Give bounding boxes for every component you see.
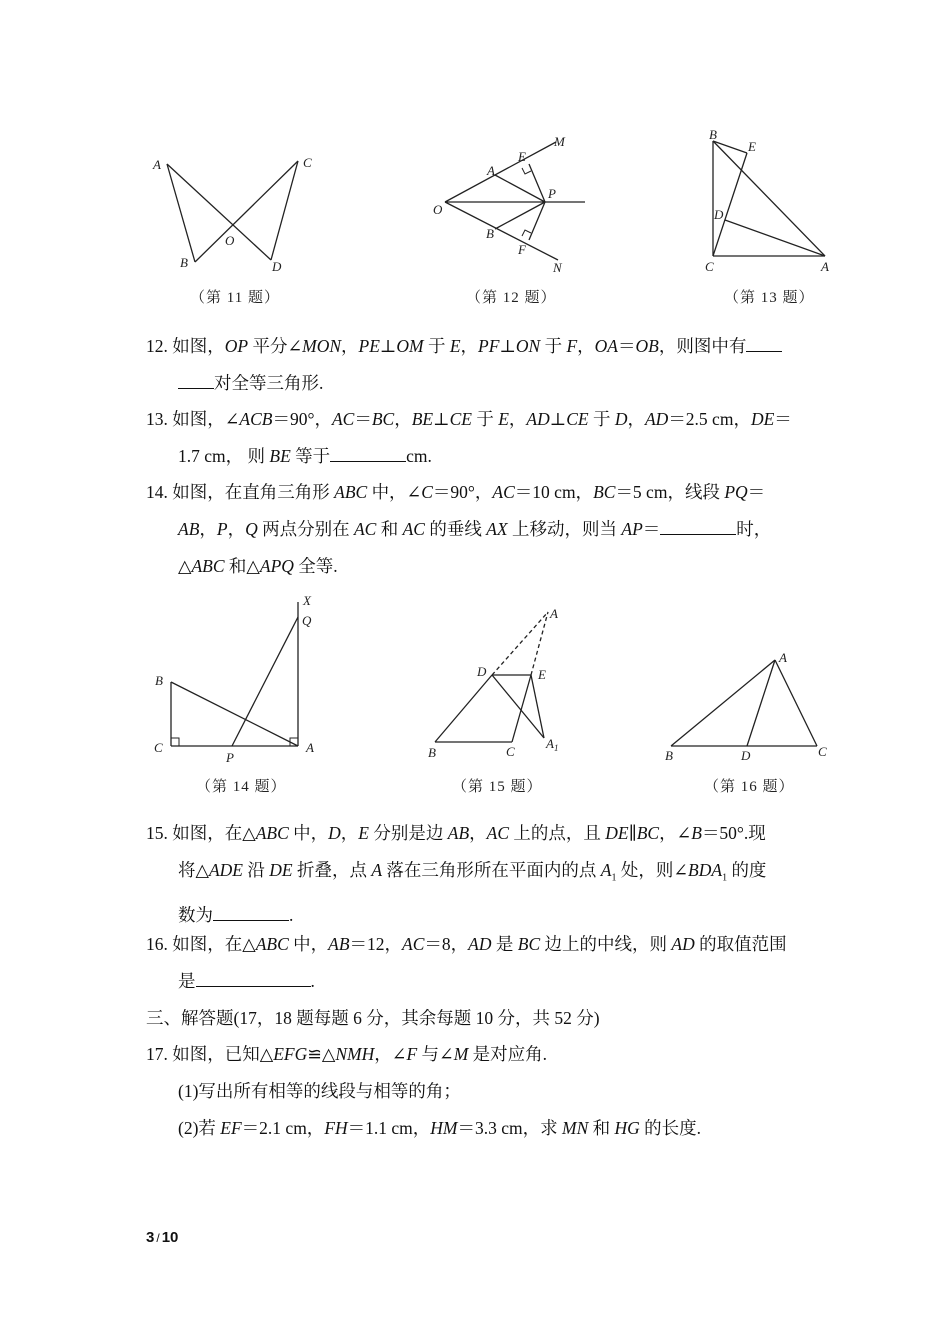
point-label: P <box>548 186 556 201</box>
point-label: B <box>709 127 717 142</box>
question-13: 13. 如图，∠ACB＝90°，AC＝BC，BE⊥CE 于 E，AD⊥CE 于 D，AD＝2.5 cm，DE＝ 1.7 cm， 则 BE 等于 cm. <box>146 409 792 466</box>
answer-blank[interactable] <box>196 968 311 987</box>
answer-blank-cont[interactable] <box>178 370 214 389</box>
point-label: A <box>779 650 787 665</box>
figure-12-diagram <box>430 130 590 278</box>
question-14: 14. 如图，在直角三角形 ABC 中，∠C＝90°，AC＝10 cm，BC＝5 cm，线段 PQ＝ AB，P，Q 两点分别在 AC 和 AC 的垂线 AX 上移动，则当 AP＝ 时， △ABC 和△APQ 全等. <box>146 482 772 576</box>
point-label: O <box>225 233 235 248</box>
figure-15-caption: （第 15 题） <box>452 779 543 795</box>
point-label: A <box>306 740 314 755</box>
figure-16-caption: （第 16 题） <box>704 779 795 795</box>
answer-blank[interactable] <box>330 443 406 462</box>
point-label: B <box>665 748 673 763</box>
question-16: 16. 如图，在△ABC 中，AB＝12，AC＝8，AD 是 BC 边上的中线，则 AD 的取值范围 是 . <box>146 934 787 991</box>
figure-16-diagram <box>655 645 840 770</box>
point-label: A <box>821 259 829 274</box>
figure-12 <box>430 130 590 278</box>
point-label: D <box>741 748 751 763</box>
figure-14 <box>148 590 328 768</box>
point-label: N <box>553 260 562 275</box>
point-label: A <box>153 157 161 172</box>
point-label: E <box>538 667 546 682</box>
section-heading: 三、解答题(17，18 题每题 6 分，其余每题 10 分，共 52 分) <box>146 1008 600 1028</box>
figure-14-caption: （第 14 题） <box>196 779 287 795</box>
figure-11-diagram <box>150 150 320 275</box>
figure-13-diagram <box>700 125 840 280</box>
point-label: A <box>487 163 495 178</box>
figure-12-caption: （第 12 题） <box>466 290 557 306</box>
point-label: E <box>518 149 526 164</box>
point-label: E <box>748 139 756 154</box>
point-label: C <box>705 259 714 274</box>
figure-16 <box>655 645 840 770</box>
figure-13 <box>700 125 840 280</box>
point-label: B <box>180 255 188 270</box>
point-label: Q <box>302 613 312 628</box>
point-label: $A_1$ <box>546 736 559 753</box>
point-label: A <box>550 606 558 621</box>
question-15: 15. 如图，在△ABC 中，D，E 分别是边 AB，AC 上的点，且 DE∥BC，∠B＝50°.现 将△ADE 沿 DE 折叠，点 A 落在三角形所在平面内的点 $A_1$ 处，则$\angle BDA_1$ 的度 数为 . <box>146 823 767 925</box>
figure-13-caption: （第 13 题） <box>724 290 815 306</box>
point-label: X <box>303 593 311 608</box>
point-label: C <box>818 744 827 759</box>
answer-blank[interactable] <box>660 516 736 535</box>
point-label: B <box>486 226 494 241</box>
figure-11 <box>150 150 320 275</box>
point-label: P <box>226 750 234 765</box>
question-17-part-2: (2)若 EF＝2.1 cm，FH＝1.1 cm，HM＝3.3 cm，求 MN 和 HG 的长度. <box>178 1118 702 1138</box>
point-label: D <box>477 664 487 679</box>
figure-15-diagram <box>420 600 580 765</box>
point-label: M <box>554 134 565 149</box>
question-12: 12. 如图，OP 平分∠MON，PE⊥OM 于 E，PF⊥ON 于 F，OA＝OB，则图中有 对全等三角形. <box>146 328 810 402</box>
point-label: C <box>303 155 312 170</box>
answer-blank[interactable] <box>213 902 289 921</box>
point-label: C <box>506 744 515 759</box>
answer-blank[interactable] <box>746 333 782 352</box>
point-label: C <box>154 740 163 755</box>
point-label: F <box>518 242 526 257</box>
point-label: D <box>714 207 724 222</box>
point-label: B <box>155 673 163 688</box>
figure-14-diagram <box>148 590 328 768</box>
point-label: O <box>433 202 443 217</box>
figure-11-caption: （第 11 题） <box>190 290 280 306</box>
page-number: 3 / 10 <box>146 1229 179 1246</box>
question-17: 17. 如图，已知△EFG≌△NMH，∠F 与∠M 是对应角. (1)写出所有相等的线段与相等的角； (2)若 EF＝2.1 cm，FH＝1.1 cm，HM＝3.3 cm，求 MN 和 HG 的长度. <box>146 1036 810 1147</box>
point-label: D <box>272 259 282 274</box>
figure-15 <box>420 600 580 765</box>
point-label: B <box>428 745 436 760</box>
question-17-part-1: (1)写出所有相等的线段与相等的角； <box>178 1081 461 1101</box>
